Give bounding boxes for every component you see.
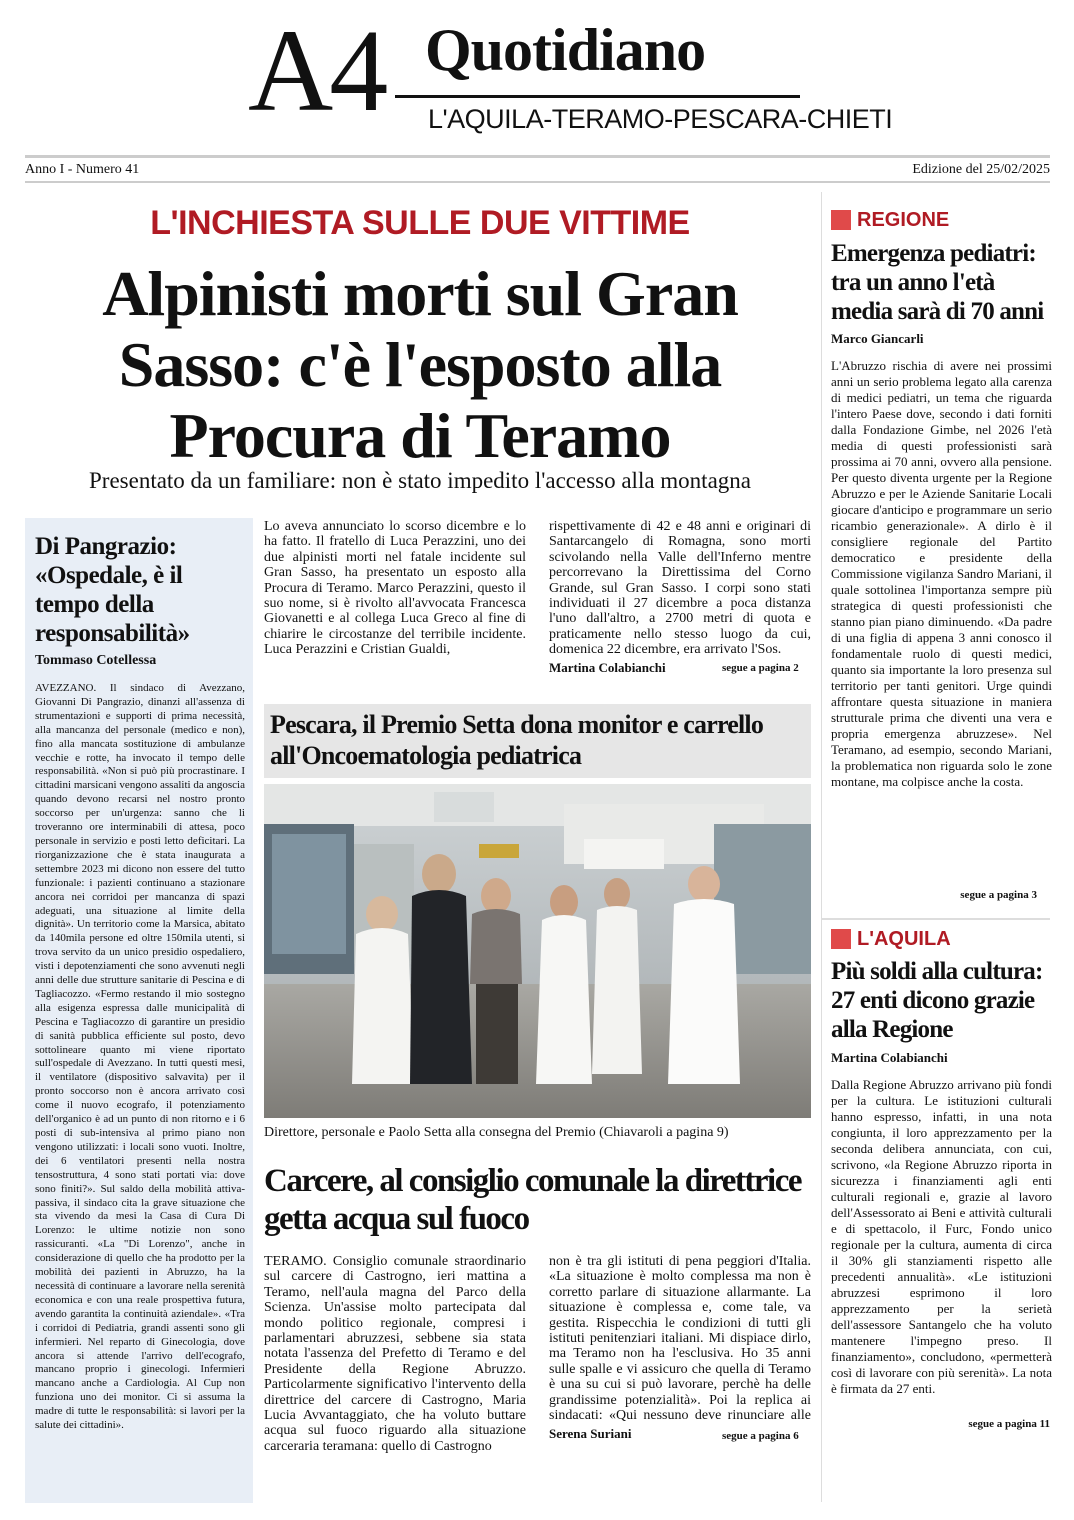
carcere-continue-link[interactable]: segue a pagina 6 xyxy=(722,1430,799,1442)
lead-column-1: Lo aveva annunciato lo scorso dicembre e lo ha fatto. Il fratello di Luca Perazzini, uno dei due alpinisti morti nel fatale incidente sul Gran Sasso, ha presentato un esposto alla Procura di Teramo. Marco Perazzini, questo il suo nome, si è rivolto all'avvocata Francesca Giovanetti e al collega Luca Greco al fine di chiarire le circostanze del terribile incidente. Luca Perazzini e Cristian Gualdi, xyxy=(264,519,526,657)
aquila-continue-link[interactable]: segue a pagina 11 xyxy=(968,1418,1050,1430)
lead-kicker: L'INCHIESTA SULLE DUE VITTIME xyxy=(150,204,690,242)
issue-rule-top xyxy=(25,155,1050,158)
regione-author: Marco Giancarli xyxy=(831,331,924,346)
lead-column-2: rispettivamente di 42 e 48 anni e originari di Santarcangelo di Romagna, sono morti scivolando nella Valle dell'Inferno mentre percorrevano la Direttissima del Corno Grande, sul Gran Sasso. I corpi sono stati individuati il 27 dicembre a poca distanza l'uno dall'altro, a 2700 metri di quota e praticamente nello stesso luogo da cui, domenica 22 dicembre, era arrivato l'Sos. xyxy=(549,519,811,658)
regione-body: L'Abruzzo rischia di avere nei prossimi anni un serio problema legato alla carenza di medici pediatri, un tema che riguarda l'intero Paese dove, secondo i dati forniti dalla Fondazione Gimbe, nel 2026 l'età media di questi professionisti sarà prossima ai 70 anni, ovvero alla pensione. Per questo diventa urgente per la Regione Abruzzo e per le Aziende Sanitarie Locali giocare d'anticipo e programmare un serio ricambio generazionale». A dirlo è il consigliere regionale del Partito democratico e presidente della Commissione vigilanza Sandro Mariani, il quale sottolinea l'importanza sempre più strategica di questi professionisti che stanno pian piano diminuendo. «Da padre di una figlia di appena 3 anni conosco il fondamentale ruolo di questi medici, quanto sia importante la loro presenza sul territorio per tanti genitori. Urge quindi affrontare questa situazione in maniera strutturale prima che diventi una vera e propria emergenza abruzzese». Nel Teramano, ad esempio, secondo Mariani, la problematica non riguarda solo le zone montane, ma colpisce anche la costa. xyxy=(831,358,1052,789)
setta-photo xyxy=(264,784,811,1118)
lead-author: Martina Colabianchi xyxy=(549,660,666,675)
carcere-column-2: non è tra gli istituti di pena peggiori d'Italia. «La situazione è molto complessa ma non è corretto parlare di situazione allarmante. La situazione è complessa e, come tale, va gestita. Rispecchia le condizioni di tutti gli istituti penitenziari italiani. Mi dispiace dirlo, ma Teramo non ha l'esclusiva. Ho 35 anni sulle spalle e vi assicuro che quella di Teramo è una su cui si può lavorare, perchè ha delle grandissime potenzialità». Poi la replica ai sindacati: «Qui nessuno deve rinunciare alle xyxy=(549,1254,811,1424)
issue-rule-bottom xyxy=(25,181,1050,183)
lead-subhead: Presentato da un familiare: non è stato impedito l'accesso alla montagna xyxy=(89,468,751,493)
issue-number: Anno I - Numero 41 xyxy=(25,162,140,177)
regione-section-marker xyxy=(831,210,851,230)
aquila-author: Martina Colabianchi xyxy=(831,1050,948,1065)
carcere-headline: Carcere, al consiglio comunale la direttrice getta acqua sul fuoco xyxy=(264,1163,802,1237)
sidebar-body: AVEZZANO. Il sindaco di Avezzano, Giovanni Di Pangrazio, dinanzi all'assenza di strumentazioni e supporti di prima necessità, alla mancanza del personale (medico e non), fino alla mancata sostituzione di ambulanze vecchie e rotte, ha invocato il tempo delle responsabilità. «Non si può più procrastinare. I cittadini marsicani vengono assaliti da angoscia quando devono recarsi nel nostro pronto soccorso per un'urgenza: sanno che li troveranno ore interminabili di attesa, poco personale in servizio e posti letto deficitari. La riorganizzazione che è stata inaugurata a settembre 2023 mi dicono non essere del tutto funzionale: i pazienti continuano a stazionare ancora nei corridoi per mancanza di spazi adeguati, una situazione al limite della dignità». Un territorio come la Marsica, abitato da 140mila persone ed oltre 150mila utenti, si trova servito da un unico presidio ospedaliero, visti i depotenziamenti che sono avvenuti negli anni delle due strutture sanitarie di Pescina e di Tagliacozzo. «Fermo restando il mio sostegno alla esigenza espressa dalle municipalità di Pescina e Tagliacozzo di garantire un presidio di sanità pubblica efficiente sul posto, devo sottolineare quanto mi viene riportato sull'ospedale di Avezzano. In tutti questi mesi, il ventilatore (dispositivo salvavita) per il pronto soccorso non è ancora arrivato così come il nuovo ecografo, il potenziamento dell'organico è ad un punto di non ritorno e i 6 posti di sub-intensiva al primo piano non vengono utilizzati: i locali sono vuoti. Inoltre, dei 6 ventilatori presenti nella nostra tensostruttura, 4 sono stati portati via: dove sono finiti?». Sul saldo della mobilità attiva-passiva, il sindaco cita la grave situazione che sta vivendo da mesi la Casa di Cura Di Lorenzo: le ultime notizie non sono rassicuranti. «La "Di Lorenzo", anche in considerazione di quello che ha prodotto per la mobilità dei pazienti in Abruzzo, ha la necessità di continuare a lavorare nella serenità economica e con una reale prospettiva futura, avendo garantita la continuità aziendale». «Tra i corridoi di Pediatria, grandi assenti sono gli infermieri. Nel reparto di Ginecologia, dove ancora si attende l'arrivo dell'ecografo, mancano proprio i ginecologi. Infermieri mancano anche a Cardiologia. Al Cup non funziona uno dei monitor. Ci si assuma la madre di tutte le responsabilità: si lavori per la salute dei cittadini». xyxy=(35,682,245,1432)
aquila-headline: Più soldi alla cultura: 27 enti dicono grazie alla Regione xyxy=(831,958,1043,1043)
edition-date: Edizione del 25/02/2025 xyxy=(912,162,1050,177)
setta-headline: Pescara, il Premio Setta dona monitor e carrello all'Oncoematologia pediatrica xyxy=(270,710,764,770)
sidebar-author: Tommaso Cotellessa xyxy=(35,653,157,668)
right-column-divider xyxy=(822,918,1050,920)
setta-photo-caption: Direttore, personale e Paolo Setta alla consegna del Premio (Chiavaroli a pagina 9) xyxy=(264,1125,729,1140)
aquila-section-marker xyxy=(831,929,851,949)
aquila-section-label: L'AQUILA xyxy=(857,928,951,950)
regione-continue-link[interactable]: segue a pagina 3 xyxy=(960,889,1037,901)
aquila-body: Dalla Regione Abruzzo arrivano più fondi per la cultura. Le istituzioni culturali hanno espresso, infatti, in una nota congiunta, il loro apprezzamento per la seconda delibera annunciata, con cui, scrivono, «la Regione Abruzzo riporta in sicurezza i finanziamenti agli enti culturali regionali e, grazie al lavoro dell'Assessorato ai Beni e attività culturali e di spettacolo, il Furc, Fondo unico regionale per la cultura, aumenta di circa il 30% gli stanziamenti rispetto alle precedenti annualità». «Le istituzioni abruzzesi esprimono il loro apprezzamento per la serietà dell'assessore Santangelo che ha voluto mantenere l'impegno preso. Il finanziamento», concludono, «permetterà così di lavorare con più serenità». La nota è firmata da 27 enti. xyxy=(831,1077,1052,1396)
regione-headline: Emergenza pediatri: tra un anno l'età media sarà di 70 anni xyxy=(831,240,1044,325)
masthead-title: Quotidiano xyxy=(425,17,706,83)
carcere-author: Serena Suriani xyxy=(549,1426,632,1441)
regione-section-label: REGIONE xyxy=(857,209,950,231)
masthead-rule xyxy=(395,95,800,98)
lead-continue-link[interactable]: segue a pagina 2 xyxy=(722,662,799,674)
right-column-separator xyxy=(821,192,822,1502)
lead-headline: Alpinisti morti sul Gran Sasso: c'è l'esposto alla Procura di Teramo xyxy=(102,258,738,471)
sidebar-title: Di Pangrazio: «Ospedale, è il tempo della responsabilità» xyxy=(35,533,190,647)
masthead-subtitle: L'AQUILA-TERAMO-PESCARA-CHIETI xyxy=(428,104,893,134)
carcere-column-1: TERAMO. Consiglio comunale straordinario sul carcere di Castrogno, ieri mattina a Teramo, nell'aula magna del Parco della Scienza. Un'assise molto partecipata dal mondo politico regionale, compresi i parlamentari abruzzesi, sebbene sia stata notata l'assenza del Prefetto di Teramo e del Presidente della Regione Abruzzo. Particolarmente significativo l'intervento della direttrice del carcere di Castrogno, Maria Lucia Avvantaggiato, che ha voluto buttare acqua sul fuoco riguardo alla situazione carceraria teramana: quello di Castrogno xyxy=(264,1254,526,1454)
masthead-logo: A4 xyxy=(248,5,385,136)
